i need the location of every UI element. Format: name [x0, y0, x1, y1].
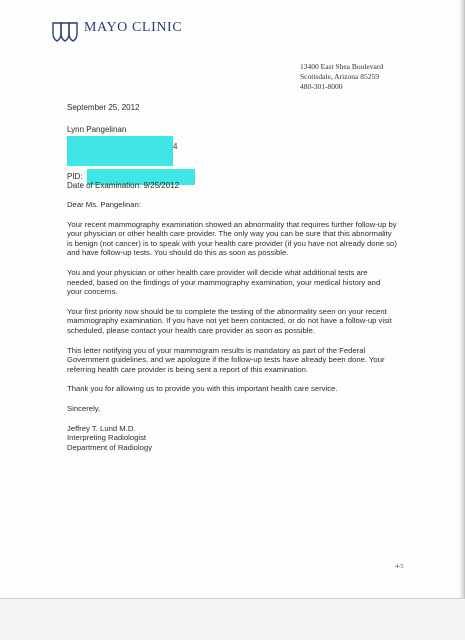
letter-body: [67, 200, 397, 452]
signature-block: [67, 424, 397, 453]
paper-edge-right: [459, 0, 465, 600]
redaction-block-address: [67, 136, 173, 166]
recipient-line-tail: 4: [173, 142, 178, 151]
address-line-1: 13400 East Shea Boulevard: [300, 62, 384, 71]
signer-title: Interpreting Radiologist: [67, 433, 147, 443]
paragraph-1: Your recent mammography examination showed an abnormality that requires further follow-up by your physician or other health care provider. The only way you can be sure that this abnormality is benign (not cancer) is to speak with your health care provider (if you have not already done so) and have follow-up tests. You should do this as soon as possible.: [67, 219, 397, 258]
address-line-3: 480-301-8000: [300, 82, 343, 91]
signer-department: Department of Radiology: [67, 442, 153, 452]
brand-name: MAYO CLINIC: [84, 20, 183, 35]
signer-name: Jeffrey T. Lund M.D.: [67, 423, 136, 433]
recipient-name: Lynn Pangelinan: [67, 125, 127, 134]
page-number: 4-5: [395, 563, 404, 570]
exam-date: Date of Examination: 9/25/2012: [67, 181, 180, 190]
paragraph-5: Thank you for allowing us to provide you with this important health care service.: [67, 384, 338, 394]
paragraph-4: This letter notifying you of your mammogram results is mandatory as part of the Federal Government guidelines, and we apologize if the follow-up tests have already been done. Your referring health care provider is being sent a report of this examination.: [67, 345, 385, 374]
clinic-address: [300, 62, 383, 92]
address-line-2: Scottsdale, Arizona 85259: [300, 72, 379, 81]
scanner-bed-bottom: [0, 598, 465, 640]
mayo-clinic-shield-icon: [52, 21, 78, 43]
salutation: Dear Ms. Pangelinan:: [67, 200, 141, 209]
paragraph-2: You and your physician or other health care provider will decide what additional tests are needed, based on the findings of your mammography examination, your medical history and your concerns.: [67, 267, 381, 297]
paragraph-3: Your first priority now should be to complete the testing of the abnormality seen on your recent mammography examination. If you have not yet been contacted, or do not have a follow-up visit scheduled, please contact your health care provider as soon as possible.: [67, 306, 392, 335]
closing: Sincerely,: [67, 403, 101, 413]
letter-date: September 25, 2012: [67, 103, 140, 112]
pid-label: PID:: [67, 172, 83, 181]
